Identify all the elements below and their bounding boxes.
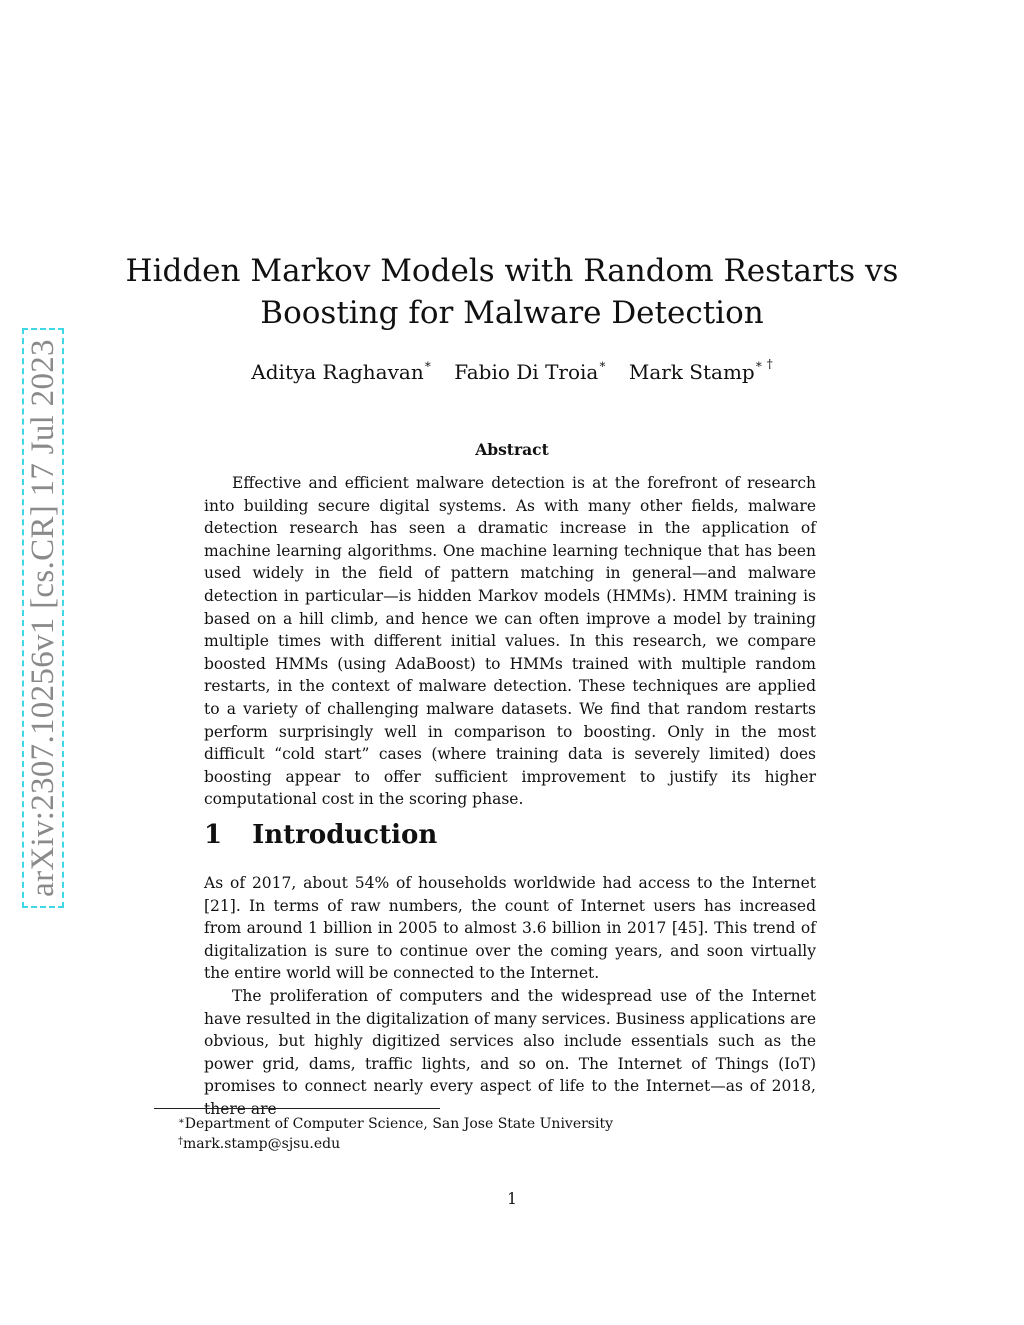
page-number: 1 — [507, 1190, 517, 1208]
paragraph-1: As of 2017, about 54% of households worldwide had access to the Internet [21]. In terms of raw numbers, the count of Internet users has increased from around 1 billion in 2005 to almost 3.6 billion in 2017 [45]. This trend of digitalization is sure to continue over the coming years, and soon virtually the entire world will be connected to the Internet. — [204, 874, 816, 983]
author-name: Aditya Raghavan — [251, 360, 424, 384]
section-body — [204, 872, 816, 1121]
author-name: Fabio Di Troia — [454, 360, 599, 384]
author-1 — [251, 357, 432, 384]
paper-title — [120, 250, 904, 334]
author-3 — [628, 357, 773, 384]
author-mark: ∗ † — [754, 357, 773, 371]
author-2 — [454, 357, 607, 384]
footnote-mark: † — [178, 1136, 183, 1147]
arxiv-identifier: arXiv:2307.10256v1 [cs.CR] 17 Jul 2023 — [25, 339, 61, 897]
author-name: Mark Stamp — [628, 360, 755, 384]
section-title: Introduction — [252, 820, 438, 850]
section-heading — [204, 820, 437, 850]
section-number: 1 — [204, 820, 223, 850]
footnote-text: mark.stamp@sjsu.edu — [183, 1136, 341, 1152]
abstract-heading: Abstract — [475, 440, 549, 459]
footnote-2 — [178, 1134, 818, 1154]
footnote-text: Department of Computer Science, San Jose State University — [184, 1116, 613, 1132]
author-mark: ∗ — [598, 357, 607, 371]
paragraph-2: The proliferation of computers and the widespread use of the Internet have resulted in the digitalization of many services. Business applications are obvious, but highly digitized services also include essentials such as the power grid, dams, traffic lights, and so on. The Internet of Things (IoT) promises to connect nearly every aspect of life to the Internet—as of 2018, there are — [204, 986, 816, 1118]
footnotes — [178, 1114, 818, 1154]
title-line-2: Boosting for Malware Detection — [260, 295, 764, 331]
footnote-mark: ∗ — [178, 1116, 185, 1127]
author-mark: ∗ — [423, 357, 432, 371]
abstract-text: Effective and efficient malware detection is at the forefront of research into building secure digital systems. As with many other fields, malware detection research has seen a dramatic increase in the application of machine learning algorithms. One machine learning technique that has been used widely in the field of pattern matching in general—and malware detection in particular—is hidden Markov models (HMMs). HMM training is based on a hill climb, and hence we can often improve a model by training multiple times with different initial values. In this research, we compare boosted HMMs (using AdaBoost) to HMMs trained with multiple random restarts, in the context of malware detection. These techniques are applied to a variety of challenging malware datasets. We find that random restarts perform surprisingly well in comparison to boosting. Only in the most difficult “cold start” cases (where training data is severely limited) does boosting appear to offer sufficient improvement to justify its higher computational cost in the scoring phase. — [204, 474, 816, 809]
footnote-divider — [154, 1108, 440, 1109]
author-list — [120, 357, 904, 384]
footnote-1 — [178, 1114, 818, 1134]
title-line-1: Hidden Markov Models with Random Restarts vs — [125, 253, 899, 289]
